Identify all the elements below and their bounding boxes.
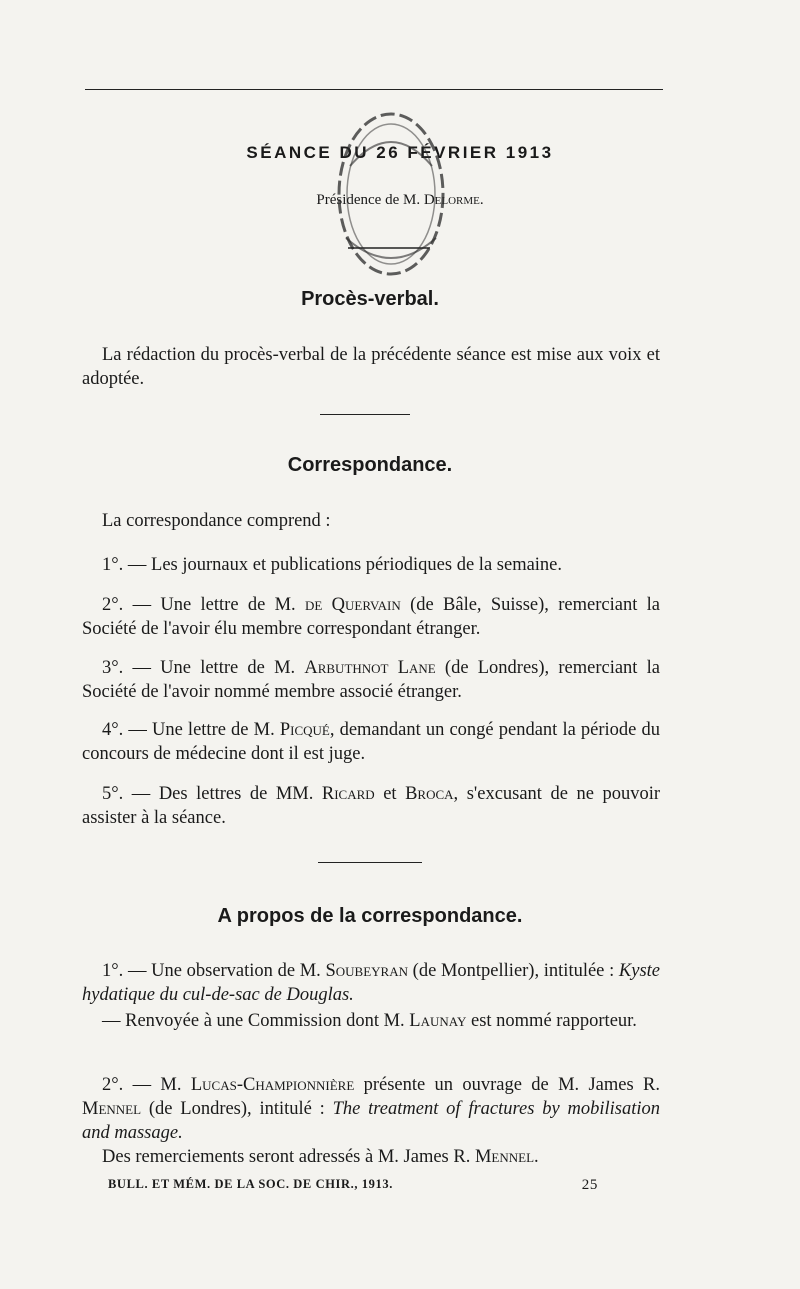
item-4-text-a: 4°. — Une lettre de M.: [102, 720, 280, 740]
item-5-text-b: , s'excusant de ne pouvoir assister à la séance.: [82, 784, 660, 828]
item-5-mid: et: [374, 784, 406, 804]
correspondance-item-3: [82, 656, 660, 704]
a-propos-2-text-b: présente un ouvrage de M. James R.: [354, 1075, 660, 1095]
section-divider: [320, 414, 410, 415]
a-propos-2-text-a: 2°. — M.: [102, 1075, 191, 1095]
president-name: Delorme.: [423, 192, 484, 208]
proces-verbal-heading: Procès-verbal.: [301, 288, 439, 310]
item-2-text-a: 2°. — Une lettre de M.: [102, 595, 305, 615]
a-propos-item-1: [82, 959, 660, 1007]
correspondance-heading: Correspondance.: [287, 454, 453, 476]
a-propos-2-name-2: Mennel: [82, 1099, 142, 1119]
presidence-prefix: Présidence de M.: [316, 192, 424, 208]
a-propos-item-2: [82, 1073, 660, 1145]
correspondance-intro: La correspondance comprend :: [102, 511, 331, 531]
correspondance-item-5: [82, 782, 660, 830]
item-5-text-a: 5°. — Des lettres de MM.: [102, 784, 322, 804]
page-number: 25: [581, 1177, 598, 1193]
section-divider: [318, 862, 422, 863]
proces-verbal-text: La rédaction du procès-verbal de la précédente séance est mise aux voix et adoptée.: [82, 345, 660, 389]
a-propos-1-name-2: Launay: [409, 1011, 467, 1031]
a-propos-1-text-a: 1°. — Une observation de M.: [102, 961, 326, 981]
a-propos-1-text-d: est nommé rapporteur.: [466, 1011, 637, 1031]
item-3-text-a: 3°. — Une lettre de M.: [102, 658, 305, 678]
item-3-text-b: (de Londres), remerciant la Société de l'avoir nommé membre associé étranger.: [82, 658, 660, 702]
seance-title: SÉANCE DU 26 FÉVRIER 1913: [246, 143, 554, 162]
item-4-text-b: , demandant un congé pendant la période du concours de médecine dont il est juge.: [82, 720, 660, 764]
a-propos-1-text-b: (de Montpellier), intitulée :: [408, 961, 619, 981]
item-3-name: Arbuthnot Lane: [304, 658, 436, 678]
a-propos-item-2-thanks: [82, 1145, 660, 1169]
a-propos-2-text-d: Des remerciements seront adressés à M. James R.: [102, 1147, 475, 1167]
a-propos-1-title: Kyste hydatique du cul-de-sac de Douglas.: [82, 961, 660, 1005]
library-stamp-icon: [330, 108, 452, 280]
top-rule: [85, 89, 663, 90]
item-2-text-b: (de Bâle, Suisse), remerciant la Société de l'avoir élu membre correspondant étranger.: [82, 595, 660, 639]
a-propos-heading: A propos de la correspondance.: [217, 905, 523, 927]
item-4-name: Picqué: [279, 720, 330, 740]
a-propos-2-title: The treatment of fractures by mobilisation and massage.: [82, 1099, 660, 1143]
correspondance-item-1: 1°. — Les journaux et publications périodiques de la semaine.: [102, 555, 563, 575]
a-propos-2-name-3: Mennel: [474, 1147, 535, 1167]
running-footer: [108, 1177, 598, 1192]
item-5-name-1: Ricard: [321, 784, 375, 804]
correspondance-item-4: [82, 718, 660, 766]
correspondance-item-2: [82, 593, 660, 641]
item-5-name-2: Broca: [405, 784, 454, 804]
footer-journal: BULL. ET MÉM. DE LA SOC. DE CHIR., 1913.: [108, 1177, 393, 1191]
a-propos-1-name: Soubeyran: [325, 961, 408, 981]
a-propos-item-1-referral: [82, 1009, 660, 1033]
item-2-name: de Quervain: [305, 595, 401, 615]
a-propos-2-name: Lucas-Championnière: [190, 1075, 355, 1095]
a-propos-2-text-e: .: [534, 1147, 539, 1167]
a-propos-1-text-c: — Renvoyée à une Commission dont M.: [102, 1011, 410, 1031]
a-propos-2-text-c: (de Londres), intitulé :: [141, 1099, 333, 1119]
